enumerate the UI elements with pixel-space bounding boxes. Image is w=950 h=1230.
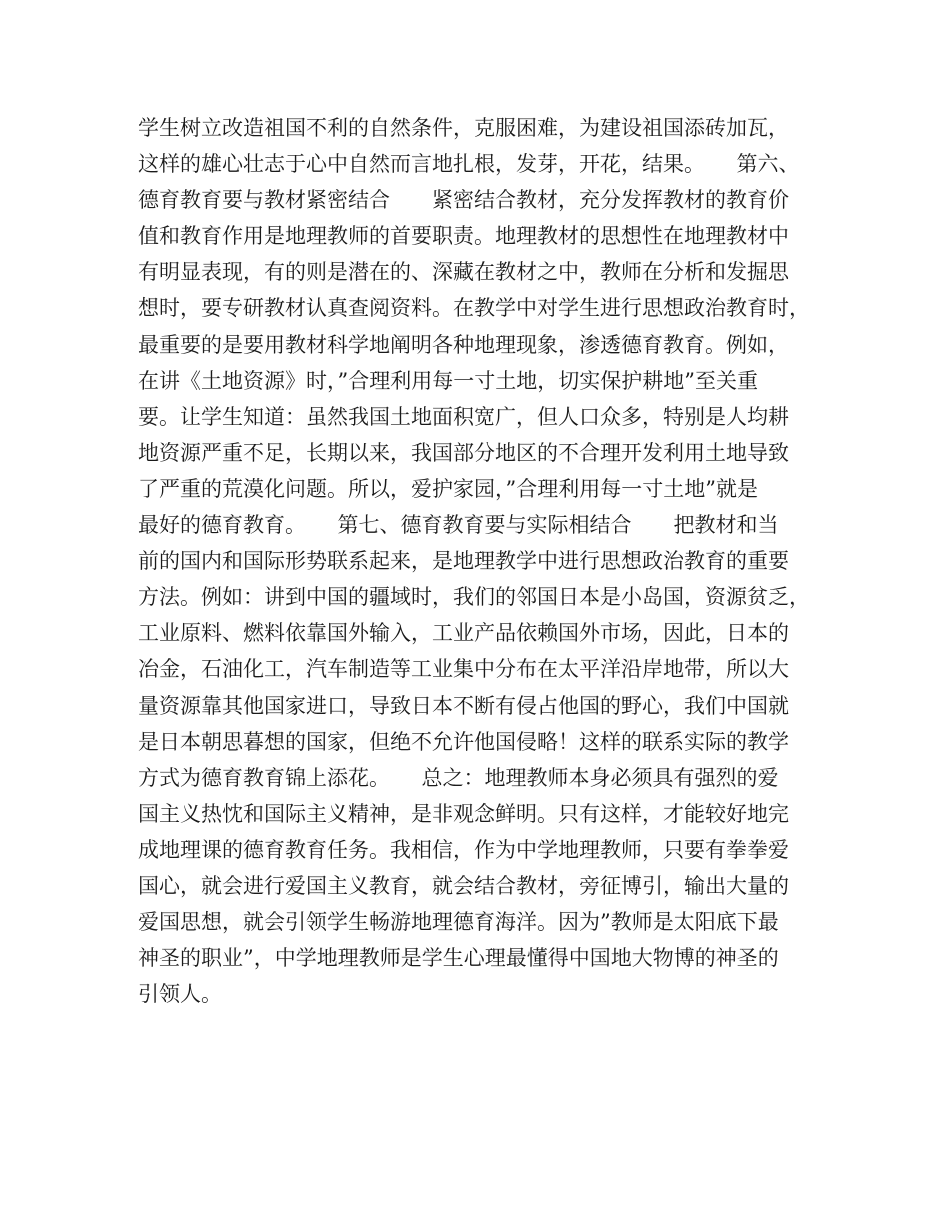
text-line: 德育教育要与教材紧密结合 紧密结合教材，充分发挥教材的教育价: [138, 188, 789, 213]
text-line: 神圣的职业”，中学地理教师是学生心理最懂得中国地大物博的神圣的: [138, 946, 779, 971]
text-line: 前的国内和国际形势联系起来，是地理教学中进行思想政治教育的重要: [138, 549, 789, 574]
text-line: 国心，就会进行爱国主义教育，就会结合教材，旁征博引，输出大量的: [138, 873, 789, 898]
text-line: 想时，要专研教材认真查阅资料。在教学中对学生进行思想政治教育时，: [138, 296, 810, 321]
text-line: 量资源靠其他国家进口，导致日本不断有侵占他国的野心，我们中国就: [138, 693, 789, 718]
body-text: [138, 110, 838, 1012]
text-line: 引领人。: [138, 982, 222, 1007]
text-line: 工业原料、燃料依靠国外输入，工业产品依赖国外市场，因此，日本的: [138, 621, 789, 646]
text-line: 最重要的是要用教材科学地阐明各种地理现象，渗透德育教育。例如，: [138, 332, 789, 357]
text-line: 爱国思想，就会引领学生畅游地理德育海洋。因为”教师是太阳底下最: [138, 910, 779, 935]
text-line: 冶金，石油化工，汽车制造等工业集中分布在太平洋沿岸地带，所以大: [138, 657, 789, 682]
text-line: 成地理课的德育教育任务。我相信，作为中学地理教师，只要有拳拳爱: [138, 837, 789, 862]
text-line: 地资源严重不足，长期以来，我国部分地区的不合理开发利用土地导致: [138, 440, 789, 465]
text-line: 要。让学生知道：虽然我国土地面积宽广，但人口众多，特别是人均耕: [138, 404, 789, 429]
text-line: 国主义热忱和国际主义精神，是非观念鲜明。只有这样，才能较好地完: [138, 801, 789, 826]
text-line: 是日本朝思暮想的国家，但绝不允许他国侵略！这样的联系实际的教学: [138, 729, 789, 754]
text-line: 学生树立改造祖国不利的自然条件，克服困难，为建设祖国添砖加瓦，: [138, 116, 789, 140]
text-line: 方式为德育教育锦上添花。 总之：地理教师本身必须具有强烈的爱: [138, 765, 779, 790]
text-line: 了严重的荒漠化问题。所以，爱护家园，”合理利用每一寸土地”就是: [138, 476, 758, 501]
text-line: 方法。例如：讲到中国的疆域时，我们的邻国日本是小岛国，资源贫乏，: [138, 585, 810, 610]
text-line: 在讲《土地资源》时，”合理利用每一寸土地，切实保护耕地”至关重: [138, 368, 758, 393]
text-line: 最好的德育教育。 第七、德育教育要与实际相结合 把教材和当: [138, 513, 779, 538]
text-line: 值和教育作用是地理教师的首要职责。地理教材的思想性在地理教材中: [138, 224, 789, 249]
text-line: 有明显表现，有的则是潜在的、深藏在教材之中，教师在分析和发掘思: [138, 260, 789, 285]
text-line: 这样的雄心壮志于心中自然而言地扎根，发芽，开花，结果。 第六、: [138, 152, 800, 177]
